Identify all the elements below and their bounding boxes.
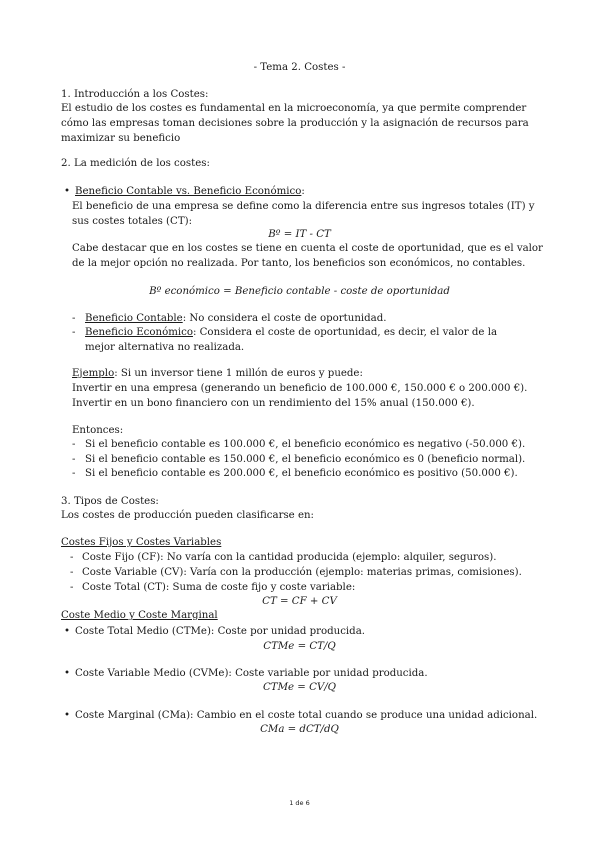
bullet-heading-label: Beneficio Contable vs. Beneficio Económico: [75, 186, 302, 197]
subheading-fijos-variables: Costes Fijos y Costes Variables: [61, 537, 222, 548]
coste-oportunidad-note: Cabe destacar que en los costes se tiene en cuenta el coste de oportunidad, que es el valor de la mejor opción no realizada. Por tanto, los beneficios son económicos, no contables.: [72, 243, 543, 269]
bullet-beneficio-heading: [75, 184, 545, 199]
dash-marker: -: [72, 454, 76, 465]
ejemplo-intro: [72, 366, 542, 381]
formula-beneficio: Bº = IT - CT: [268, 229, 331, 240]
formula-beneficio-economico: Bº económico = Beneficio contable - coste de oportunidad: [149, 286, 450, 297]
dash-marker: -: [70, 567, 74, 578]
item-beneficio-contable: [85, 311, 545, 326]
bullet-dot: •: [64, 668, 71, 679]
bullet-heading-colon: :: [301, 186, 305, 197]
page-number: 1 de 6: [289, 799, 310, 807]
formula-cma: CMa = dCT/dQ: [260, 724, 339, 735]
entonces-case-2: Si el beneficio contable es 150.000 €, el beneficio económico es 0 (beneficio normal).: [85, 454, 526, 465]
beneficio-definition: El beneficio de una empresa se define como la diferencia entre sus ingresos totales (IT) y sus costes totales (CT):: [72, 201, 535, 227]
bullet-dot: •: [64, 186, 71, 197]
entonces-label: Entonces:: [72, 425, 124, 436]
dash-marker: -: [70, 582, 74, 593]
dash-marker: -: [72, 313, 76, 324]
item-coste-fijo: Coste Fijo (CF): No varía con la cantidad producida (ejemplo: alquiler, seguros).: [82, 552, 497, 563]
ejemplo-option-2: Invertir en un bono financiero con un rendimiento del 15% anual (150.000 €).: [72, 398, 475, 409]
item-text: : No considera el coste de oportunidad.: [182, 313, 387, 324]
item-text: : Considera el coste de oportunidad, es decir, el valor de la mejor alternativa no realizada.: [85, 327, 498, 353]
bullet-dot: •: [64, 626, 71, 637]
dash-marker: -: [72, 439, 76, 450]
item-label: Beneficio Contable: [85, 313, 183, 324]
ejemplo-label: Ejemplo: [72, 368, 115, 379]
item-coste-variable: Coste Variable (CV): Varía con la producción (ejemplo: materias primas, comisiones).: [82, 567, 522, 578]
subheading-medio-marginal: Coste Medio y Coste Marginal: [61, 610, 218, 621]
formula-coste-total: CT = CF + CV: [262, 596, 337, 607]
entonces-case-1: Si el beneficio contable es 100.000 €, el beneficio económico es negativo (-50.000 €).: [85, 439, 526, 450]
item-cvme: Coste Variable Medio (CVMe): Coste variable por unidad producida.: [75, 668, 428, 679]
section-1-text: El estudio de los costes es fundamental en la microeconomía, ya que permite comprender cómo las empresas toman decisiones sobre la producción y la asignación de recursos para maximizar su beneficio: [61, 103, 529, 144]
section-1-heading: 1. Introducción a los Costes:: [61, 89, 209, 100]
dash-marker: -: [72, 327, 76, 338]
item-coste-total: Coste Total (CT): Suma de coste fijo y coste variable:: [82, 582, 356, 593]
ejemplo-option-1: Invertir en una empresa (generando un beneficio de 100.000 €, 150.000 € o 200.000 €).: [72, 383, 528, 394]
formula-cvme: CTMe = CV/Q: [263, 682, 336, 693]
dash-marker: -: [72, 468, 76, 479]
page-title: - Tema 2. Costes -: [253, 62, 346, 73]
ejemplo-text: : Si un inversor tiene 1 millón de euros y puede:: [114, 368, 363, 379]
section-3-intro: Los costes de producción pueden clasificarse en:: [61, 510, 314, 521]
section-3-heading: 3. Tipos de Costes:: [61, 496, 159, 507]
dash-marker: -: [70, 552, 74, 563]
section-2-heading: 2. La medición de los costes:: [61, 158, 210, 169]
bullet-dot: •: [64, 710, 71, 721]
item-cma: Coste Marginal (CMa): Cambio en el coste total cuando se produce una unidad adicional.: [75, 710, 538, 721]
formula-ctme: CTMe = CT/Q: [263, 641, 336, 652]
item-ctme: Coste Total Medio (CTMe): Coste por unidad producida.: [75, 626, 366, 637]
item-beneficio-economico: [85, 325, 525, 355]
entonces-case-3: Si el beneficio contable es 200.000 €, el beneficio económico es positivo (50.000 €).: [85, 468, 518, 479]
item-label: Beneficio Económico: [85, 327, 193, 338]
